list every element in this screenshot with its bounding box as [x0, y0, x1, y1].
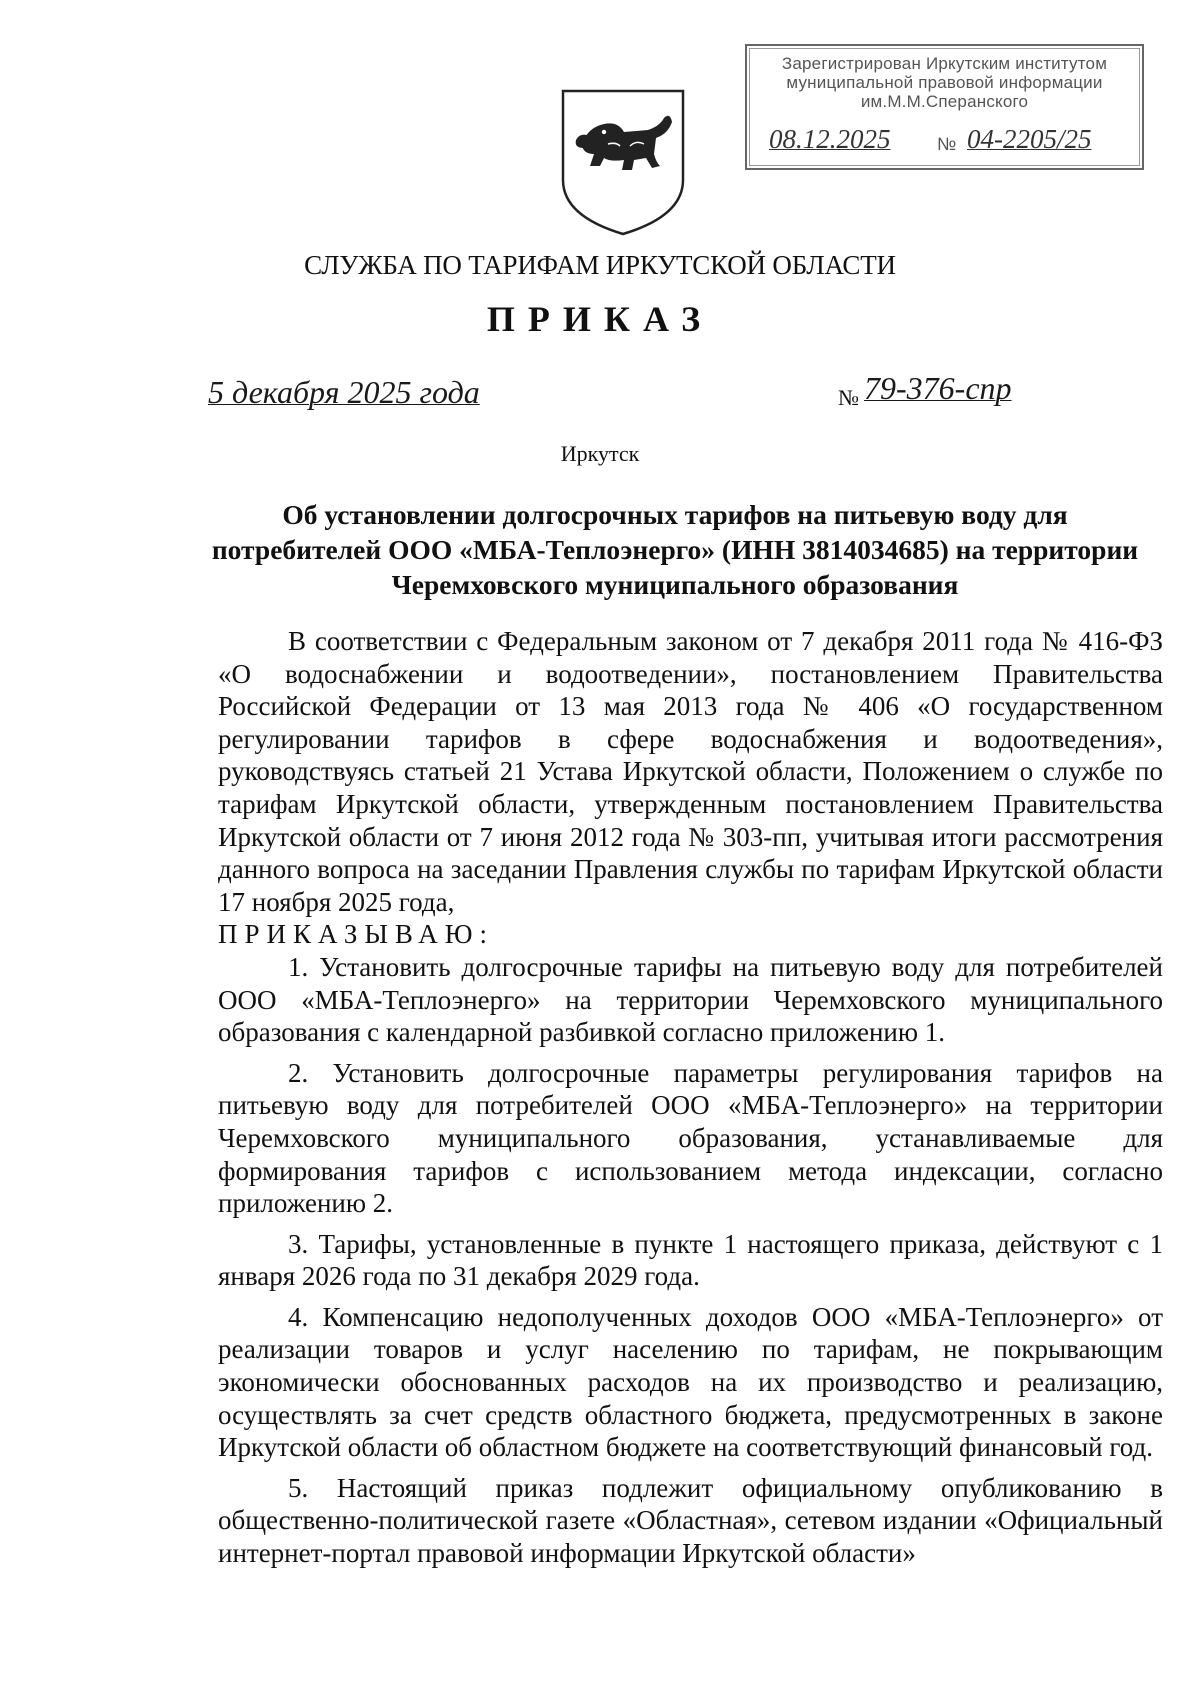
stamp-date: 08.12.2025 — [769, 124, 891, 154]
preamble: В соответствии с Федеральным законом от 7 декабря 2011 года № 416-ФЗ «О водоснабжении и водоотведении», постановлением Правительства Российской Федерации от 13 мая 2013 года № 406 «О государственном регулировании тарифов в сфере водоснабжения и водоотведения», руководствуясь статьей 21 Устава Иркутской области, Положением о службе по тарифам Иркутской области, утвержденным постановлением Правительства Иркутской области от 7 июня 2012 года № 303-пп, учитывая итоги рассмотрения данного вопроса на заседании Правления службы по тарифам Иркутской области 17 ноября 2025 года, — [218, 626, 1163, 917]
stamp-number-label: № — [937, 134, 957, 154]
agency-name: СЛУЖБА ПО ТАРИФАМ ИРКУТСКОЙ ОБЛАСТИ — [304, 250, 896, 280]
document-title: Об установлении долгосрочных тарифов на питьевую воду для потребителей ООО «МБА-Теплоэнерго» (ИНН 3814034685) на территории Черемховского муниципального образования — [211, 499, 1139, 600]
stamp-line-3: им.М.М.Сперанского — [860, 92, 1029, 111]
order-number: 79-376-спр — [864, 370, 1012, 406]
registration-stamp — [745, 44, 1144, 170]
list-item: 4. Компенсацию недополученных доходов ООО «МБА-Теплоэнерго» от реализации товаров и услуг населению по тарифам, не покрывающим экономически обоснованных расходов на их производство и реализацию, осуществлять за счет средств областного бюджета, предусмотренных в законе Иркутской области об областном бюджете на соответствующий финансовый год. — [218, 1301, 1163, 1463]
stamp-line-2: муниципальной правовой информации — [786, 73, 1103, 92]
list-item: 2. Установить долгосрочные параметры регулирования тарифов на питьевую воду для потребителей ООО «МБА-Теплоэнерго» на территории Черемховского муниципального образования, устанавливаемые для формирования тарифов с использованием метода индексации, согласно приложению 2. — [218, 1057, 1163, 1219]
order-date: 5 декабря 2025 года — [208, 374, 480, 410]
stamp-line-1: Зарегистрирован Иркутским институтом — [781, 54, 1108, 73]
stamp-number: 04-2205/25 — [967, 124, 1092, 154]
order-number-label: № — [838, 385, 859, 410]
document-type: ПРИКАЗ — [486, 299, 714, 339]
list-item: 3. Тарифы, установленные в пункте 1 настоящего приказа, действуют с 1 января 2026 года по 31 декабря 2029 года. — [218, 1228, 1163, 1292]
city: Иркутск — [560, 441, 640, 466]
list-item: 1. Установить долгосрочные тарифы на питьевую воду для потребителей ООО «МБА-Теплоэнерго» на территории Черемховского муниципального образования с календарной разбивкой согласно приложению 1. — [218, 951, 1163, 1048]
document-body — [218, 625, 1163, 1570]
directive: ПРИКАЗЫВАЮ: — [218, 919, 494, 950]
list-item: 5. Настоящий приказ подлежит официальному опубликованию в общественно-политической газете «Областная», сетевом издании «Официальный интернет-портал правовой информации Иркутской области» — [218, 1472, 1163, 1569]
irkutsk-coat-of-arms-icon — [560, 88, 686, 236]
